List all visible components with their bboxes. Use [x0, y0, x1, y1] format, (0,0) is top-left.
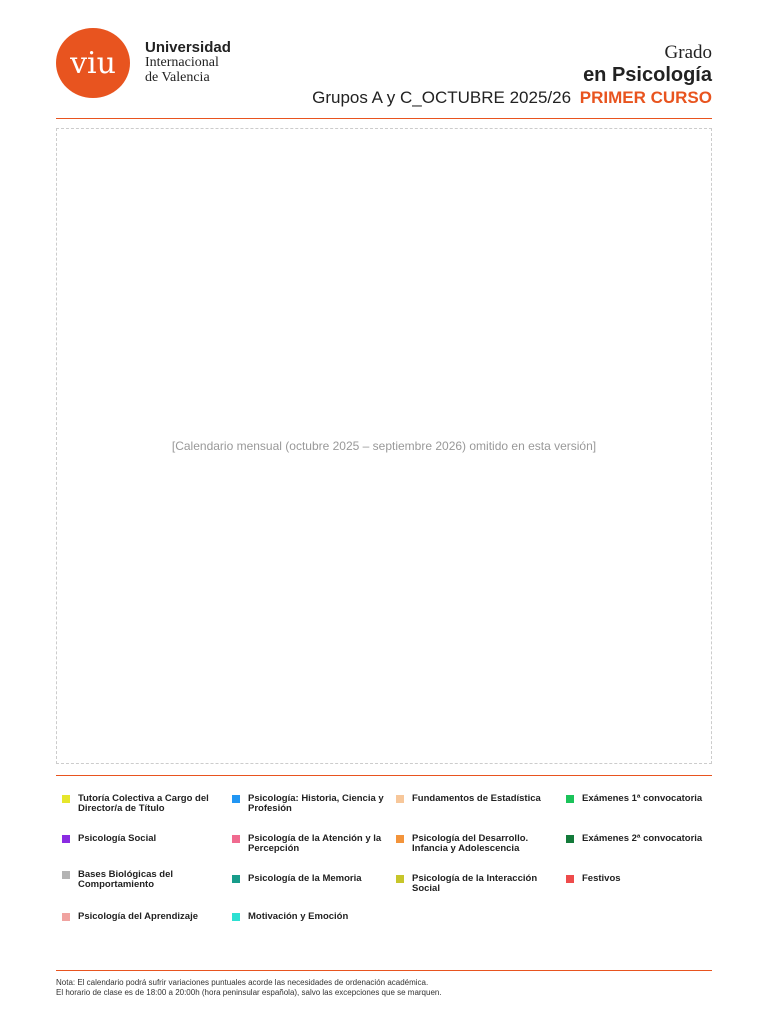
legend-item	[396, 794, 556, 804]
legend-label: Exámenes 1ª convocatoria	[582, 793, 703, 804]
header-divider	[56, 118, 712, 119]
university-name-line3: de Valencia	[145, 70, 210, 85]
legend-item	[232, 912, 392, 922]
legend-label: Exámenes 2ª convocatoria	[582, 833, 703, 844]
subtitle-highlight: PRIMER CURSO	[579, 88, 712, 107]
legend-item	[62, 870, 222, 890]
legend-label: Bases Biológicas del Comportamiento	[78, 869, 174, 890]
legend-item	[232, 874, 392, 884]
legend-label: Fundamentos de Estadística	[412, 793, 541, 804]
legend-item	[566, 874, 726, 884]
footer-notes	[56, 978, 712, 998]
legend-swatch	[232, 875, 240, 883]
legend-item	[62, 912, 222, 922]
legend-item	[396, 834, 556, 854]
legend-swatch	[62, 871, 70, 879]
legend-swatch	[232, 795, 240, 803]
legend-swatch	[62, 795, 70, 803]
legend-label: Psicología Social	[78, 833, 157, 844]
legend-swatch	[232, 913, 240, 921]
legend	[56, 788, 712, 948]
subtitle-text: Grupos A y C_OCTUBRE 2025/26	[312, 88, 572, 107]
legend-item	[62, 794, 222, 814]
legend-item	[566, 794, 726, 804]
legend-label: Psicología de la Memoria	[248, 873, 362, 884]
legend-label: Motivación y Emoción	[248, 911, 349, 922]
footer-note-2: El horario de clase es de 18:00 a 20:00h (hora peninsular española), salvo las excepciones que se marquen.	[56, 988, 442, 997]
university-name-line2: Internacional	[145, 55, 219, 70]
legend-swatch	[396, 835, 404, 843]
legend-swatch	[566, 835, 574, 843]
legend-item	[566, 834, 726, 844]
university-name	[145, 40, 231, 85]
legend-swatch	[566, 875, 574, 883]
legend-label: Tutoría Colectiva a Cargo del Director/a de Título	[78, 793, 209, 814]
legend-swatch	[396, 795, 404, 803]
legend-label: Psicología de la Atención y la Percepción	[248, 833, 382, 854]
document-subtitle	[312, 88, 712, 108]
legend-swatch	[62, 835, 70, 843]
legend-label: Psicología de la Interacción Social	[412, 873, 538, 894]
legend-item	[232, 834, 392, 854]
legend-item	[396, 874, 556, 894]
legend-swatch	[232, 835, 240, 843]
program-heading	[583, 42, 712, 87]
university-name-line1: Universidad	[145, 39, 231, 56]
legend-label: Psicología del Aprendizaje	[78, 911, 199, 922]
program-label: Grado	[664, 42, 712, 63]
legend-label: Psicología del Desarrollo. Infancia y Adolescencia	[412, 833, 529, 854]
document-header	[0, 0, 768, 120]
calendar-placeholder: [Calendario mensual (octubre 2025 – septiembre 2026) omitido en esta versión]	[56, 128, 712, 764]
footer-divider	[56, 970, 712, 971]
legend-label: Festivos	[582, 873, 621, 884]
legend-item	[232, 794, 392, 814]
legend-swatch	[62, 913, 70, 921]
legend-divider	[56, 775, 712, 776]
footer-note-1: Nota: El calendario podrá sufrir variaciones puntuales acorde las necesidades de ordenación académica.	[56, 978, 429, 987]
university-logo: viu	[56, 28, 130, 98]
legend-item	[62, 834, 222, 844]
program-title: en Psicología	[583, 64, 712, 86]
legend-swatch	[566, 795, 574, 803]
legend-swatch	[396, 875, 404, 883]
legend-label: Psicología: Historia, Ciencia y Profesión	[248, 793, 384, 814]
